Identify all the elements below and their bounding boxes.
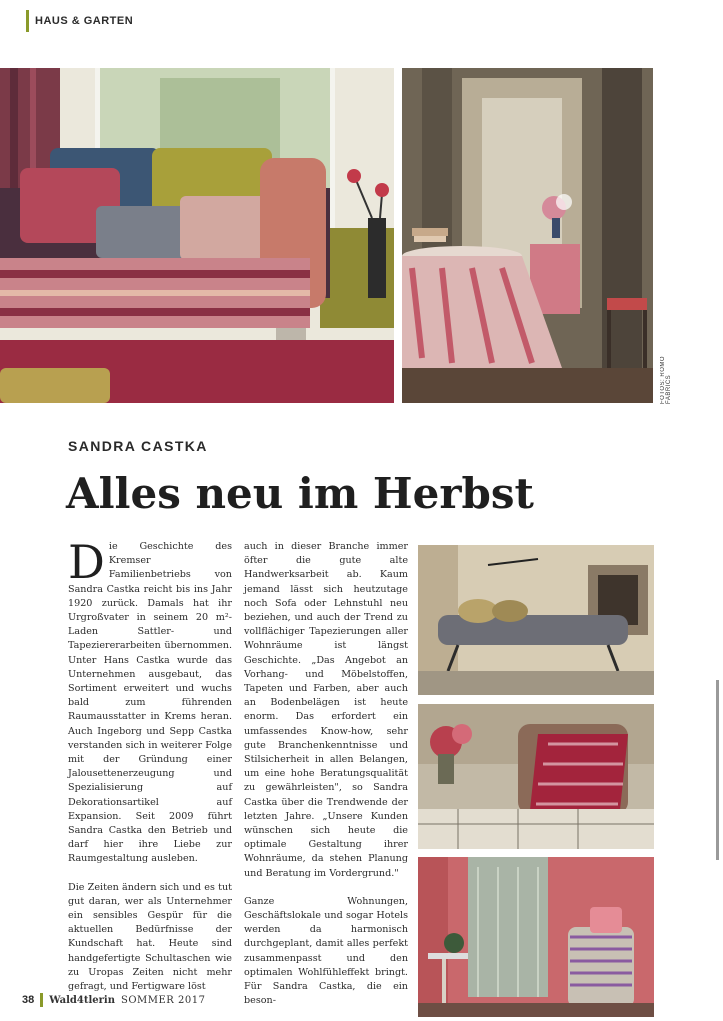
drop-cap: D bbox=[68, 535, 105, 589]
page-number: 38 bbox=[22, 994, 35, 1006]
table-illustration bbox=[402, 68, 653, 403]
paragraph: auch in dieser Branche immer öfter die gute alte Handwerksarbeit ab. Kaum jemand lässt sich heutzutage noch Sofa oder Lehnstuhl neu beziehen, und auch der Trend zu vollflächiger Tapezierungen aller Wohnräume ist längst Geschichte. „Das Angebot an Vorhang- und Möbelstoffen, Tapeten und Farben, aber auch an Bodenbelägen ist heute enorm. Das erfordert ein umfassendes Know-how, sehr gute Branchenkenntnisse und Stilsicherheit in allen Belangen, um eine hohe Beratungsqualität zu gewährleisten", so Sandra Castka über die Trendwende der letzten Jahre. „Unsere Kunden wünschen sich heute die optimale Gestaltung ihrer Wohnräume, da stehen Planung und Beratung im Vordergrund." bbox=[244, 541, 408, 879]
paragraph-text: ie Geschichte des Kremser Familienbetriebs von Sandra Castka reicht bis ins Jahr 1920 zurück. Damals hat ihr Urgroßvater in seinem 20 m²-Laden Sattler- und Tapeziererarbeiten übernommen. Unter Hans Castka wurde das Unternehmen ausgebaut, das Sortiment erweitert und wuchs bald zum führenden Raumausstatter in Krems heran. Auch Ingeborg und Sepp Castka verstanden sich in weiterer Folge mit der Gründung einer Jalousettenerzeugung und Spezialisierung auf Dekorationsartikel auf Expansion. Seit 2009 führt Sandra Castka den Betrieb und darf hier ihre Liebe zur Raumgestaltung ausleben. bbox=[68, 541, 232, 865]
magazine-name: Wald4tlerin bbox=[49, 995, 115, 1006]
photo-daybed bbox=[418, 545, 654, 695]
article-column-2 bbox=[244, 540, 408, 1007]
issue-label: SOMMER 2017 bbox=[120, 995, 206, 1006]
armchair-illustration bbox=[418, 704, 654, 849]
photo-credit: FOTOS: ROMO FABRICS bbox=[660, 355, 672, 404]
striped-chair-illustration bbox=[418, 857, 654, 1017]
photo-armchair bbox=[418, 704, 654, 849]
paragraph: Ganze Wohnungen, Geschäftslokale und sogar Hotels werden da harmonisch durchgeplant, damit alles perfekt zusammenpasst und den optimalen Wohlfühleffekt bringt. Für Sandra Castka, die ein beson- bbox=[244, 895, 408, 1007]
paragraph: Die Zeiten ändern sich und es tut gut daran, wer als Unternehmer ein sensibles Gespür für die aktuellen Bedürfnisse der Kundschaft hat. Heute sind handgefertigte Schultaschen wie zu Uropas Zeiten nicht mehr gefragt, und Fertigware löst bbox=[68, 881, 232, 993]
article-column-1 bbox=[68, 535, 232, 993]
paragraph bbox=[68, 535, 232, 867]
article-author: SANDRA CASTKA bbox=[68, 438, 208, 454]
footer-divider bbox=[40, 993, 43, 1007]
photo-striped-chair bbox=[418, 857, 654, 1017]
section-label: HAUS & GARTEN bbox=[26, 10, 133, 32]
page-footer bbox=[22, 992, 205, 1008]
daybed-illustration bbox=[418, 545, 654, 695]
sofa-illustration bbox=[0, 68, 394, 403]
hero-photo-table bbox=[402, 68, 653, 403]
article-title: Alles neu im Herbst bbox=[66, 469, 534, 518]
page-edge-marker bbox=[716, 680, 719, 860]
hero-photo-sofa bbox=[0, 68, 394, 403]
